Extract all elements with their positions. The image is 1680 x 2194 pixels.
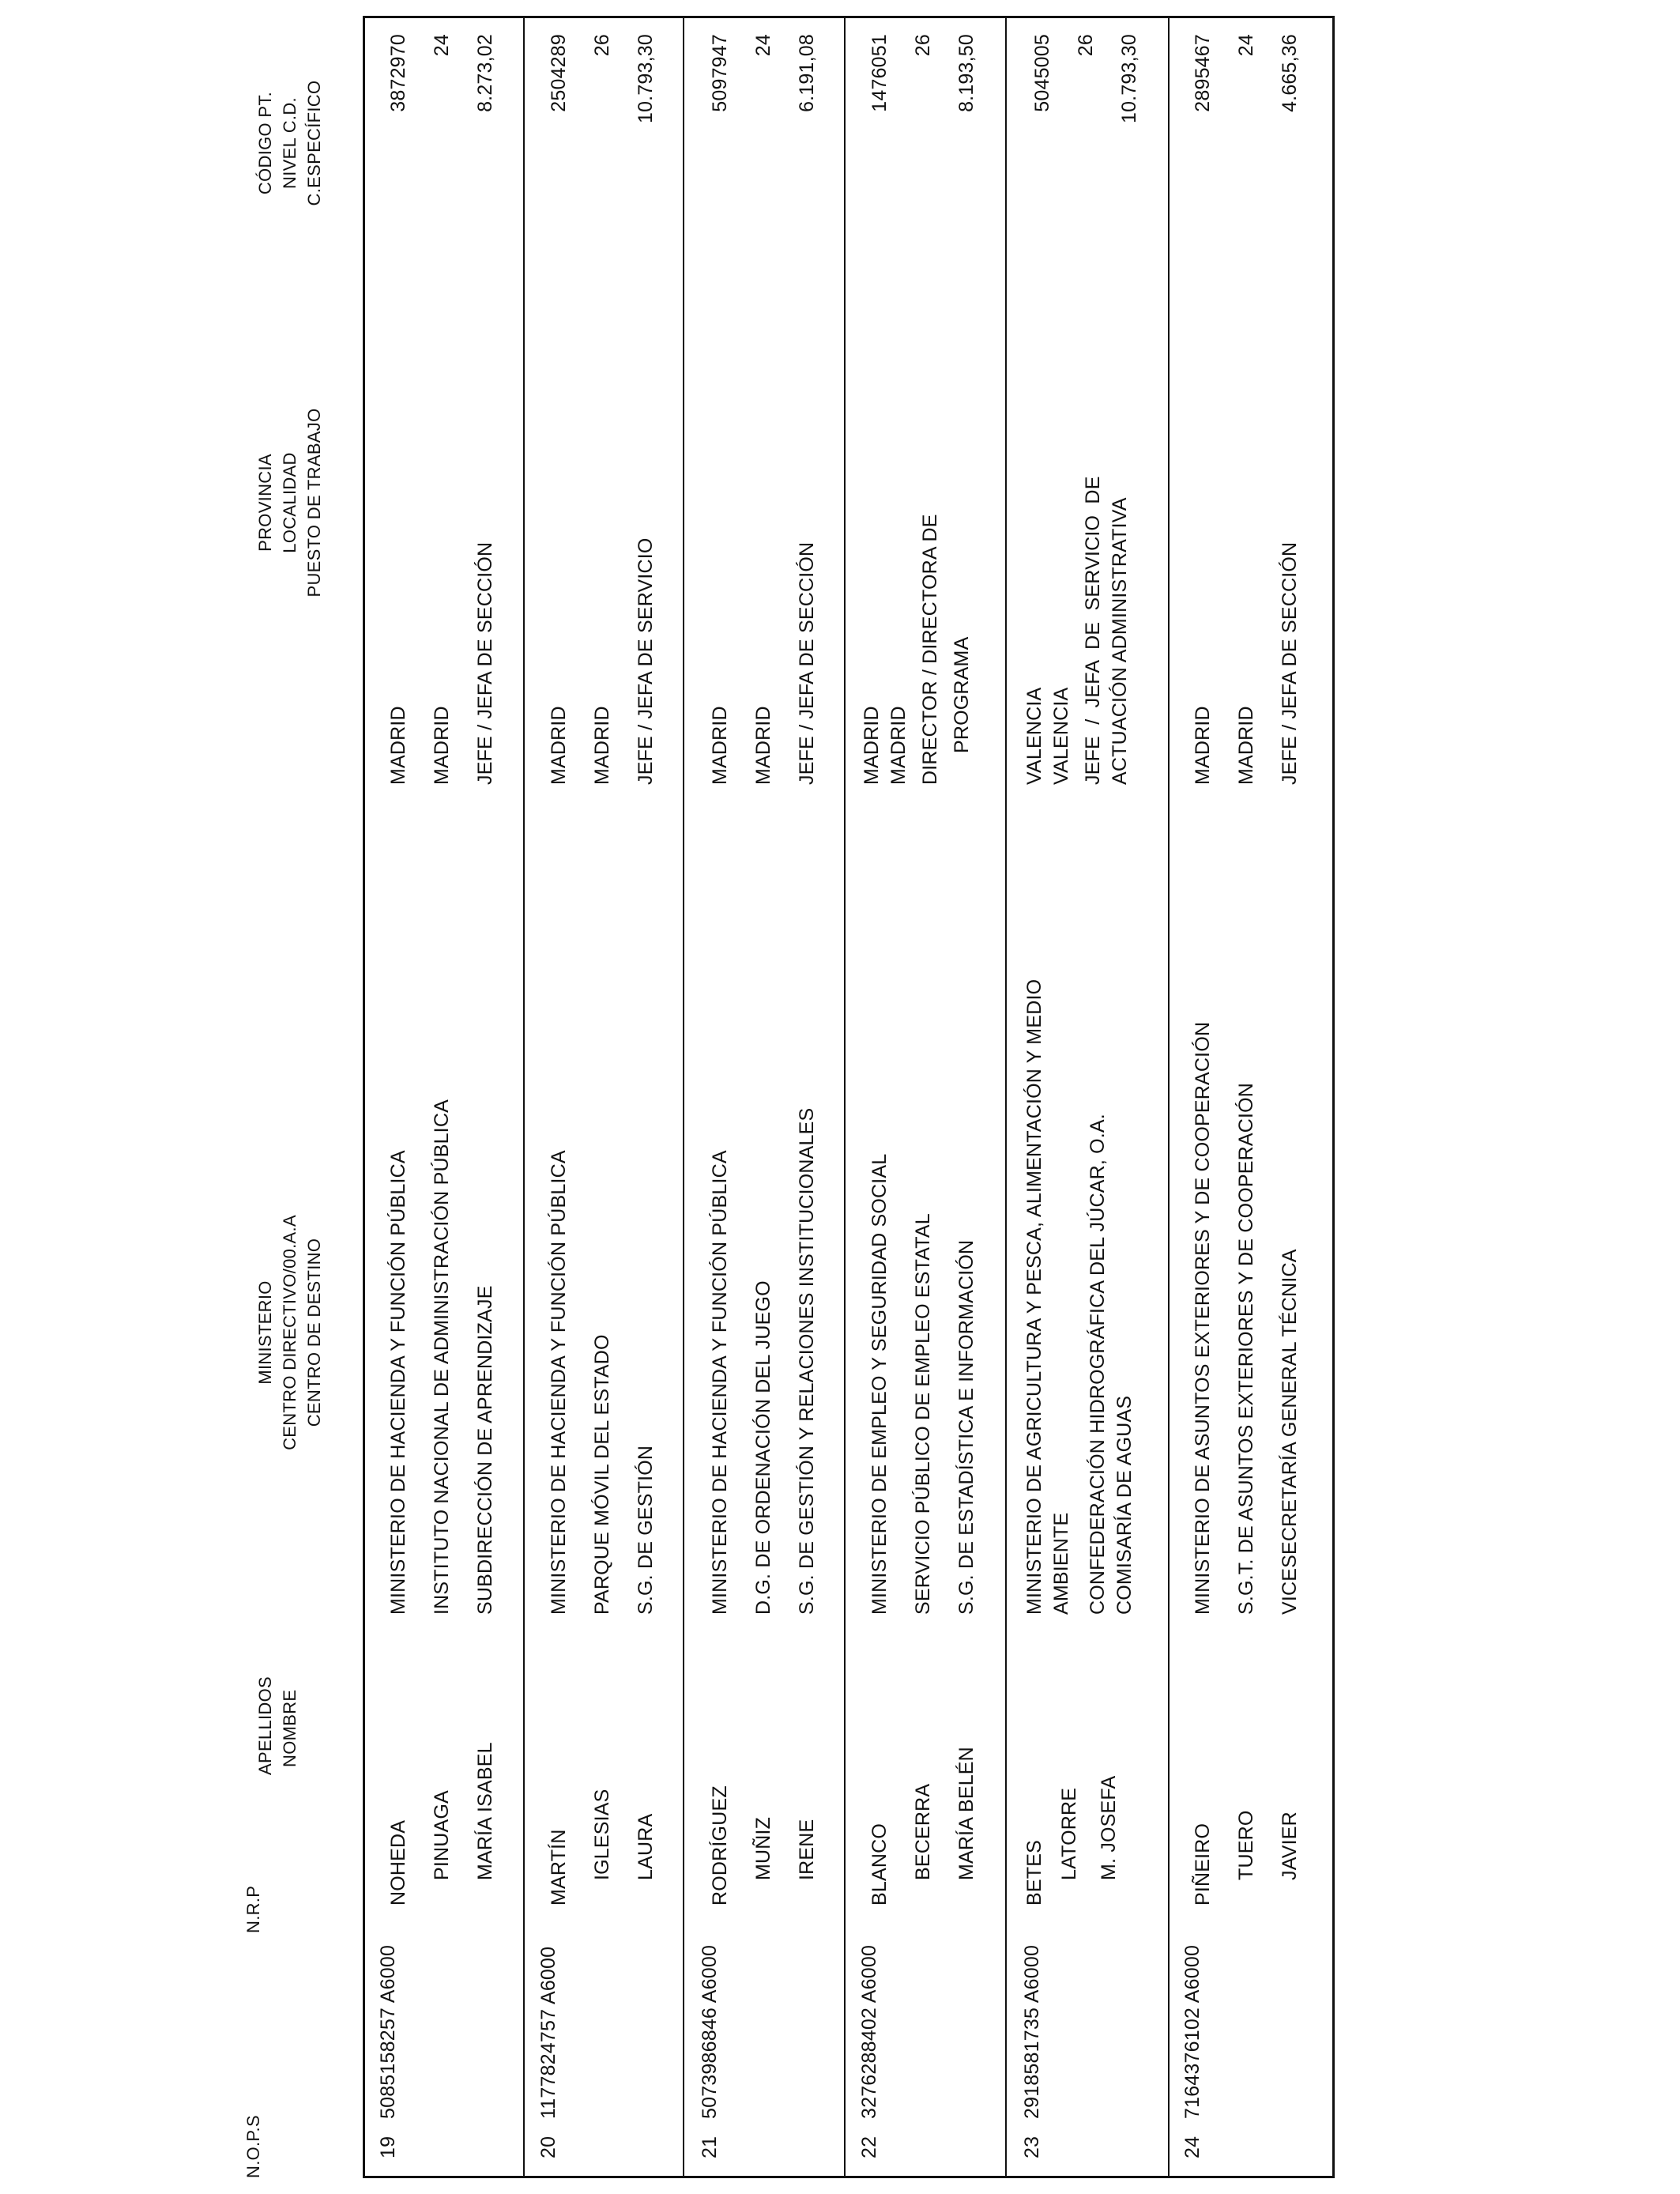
nivel: 26 [591, 34, 613, 57]
row-divider [844, 18, 846, 2176]
header-provincia-label: PROVINCIA [255, 454, 275, 552]
apellido2: BECERRA [912, 1783, 934, 1880]
provincia: MADRID [1192, 706, 1214, 785]
apellidos-cell [537, 1789, 668, 1906]
nivel: 24 [752, 34, 774, 57]
apellido1: BLANCO [868, 1823, 891, 1906]
centro-directivo: D.G. DE ORDENACIÓN DEL JUEGO [752, 1280, 774, 1615]
header-centro-directivo-label: CENTRO DIRECTIVO/00.A.A [280, 1215, 299, 1450]
ministerio-cell [1181, 1022, 1312, 1615]
apellidos-cell [699, 1785, 829, 1906]
nivel: 26 [1075, 34, 1097, 57]
codigo-cell [1181, 34, 1312, 224]
apellido1: RODRÍGUEZ [709, 1785, 731, 1906]
nivel: 24 [431, 34, 453, 57]
provincia: MADRID [861, 706, 883, 785]
nombre: M. JOSEFA [1098, 1775, 1120, 1880]
centro-directivo: SERVICIO PÚBLICO DE EMPLEO ESTATAL [912, 1213, 934, 1615]
localidad: MADRID [752, 706, 774, 785]
codigo: 1476051 [868, 34, 891, 112]
nombre: IRENE [796, 1819, 818, 1880]
ministerio-cell [858, 1154, 989, 1615]
header-nivel-label: NIVEL C.D. [280, 97, 299, 189]
provincia-cell [1021, 476, 1133, 785]
nombre: MARÍA ISABEL [474, 1742, 496, 1880]
row-divider [1168, 18, 1170, 2176]
apellidos-cell [1181, 1811, 1312, 1906]
puesto-line1: JEFE / JEFA DE SERVICIO DE [1082, 476, 1104, 785]
apellido1: PIÑEIRO [1192, 1823, 1214, 1906]
header-nombre-label: NOMBRE [280, 1689, 299, 1767]
codigo-cell [699, 34, 829, 224]
header-nrp-label: N.R.P [243, 1885, 263, 1933]
header-provincia [253, 384, 326, 621]
codigo: 3872970 [387, 34, 409, 112]
codigo: 2504289 [548, 34, 570, 112]
centro-destino: S.G. DE ESTADÍSTICA E INFORMACIÓN [955, 1239, 977, 1615]
header-apellidos [253, 1676, 302, 1775]
header-puesto-label: PUESTO DE TRABAJO [304, 408, 324, 598]
especifico: 10.793,30 [635, 34, 657, 124]
nrp-cell: 1177824757 A6000 [537, 1946, 559, 2119]
nops-cell: 21 [699, 2136, 721, 2158]
ministerio: MINISTERIO DE EMPLEO Y SEGURIDAD SOCIAL [868, 1153, 891, 1615]
centro-directivo: S.G.T. DE ASUNTOS EXTERIORES Y DE COOPERACIÓN [1235, 1082, 1257, 1615]
header-codigo-label: CÓDIGO PT. [255, 91, 275, 195]
codigo-cell [858, 34, 989, 224]
header-nops-label: N.O.P.S [243, 2115, 263, 2178]
nombre: LAURA [635, 1813, 657, 1880]
codigo-cell [537, 34, 668, 224]
apellido2: IGLESIAS [591, 1789, 613, 1880]
provincia: MADRID [387, 706, 409, 785]
table-row [1181, 18, 1339, 2176]
nrp-cell: 5073986846 A6000 [699, 1944, 721, 2119]
nrp-cell: 3276288402 A6000 [858, 1944, 880, 2119]
nops-cell: 19 [377, 2136, 399, 2158]
centro-destino: VICESECRETARÍA GENERAL TÉCNICA [1279, 1249, 1301, 1615]
nrp-cell: 7164376102 A6000 [1181, 1944, 1203, 2119]
codigo-cell [1021, 34, 1151, 224]
centro-destino: S.G. DE GESTIÓN Y RELACIONES INSTITUCIONALES [796, 1107, 818, 1615]
ministerio: MINISTERIO DE HACIENDA Y FUNCIÓN PÚBLICA [709, 1150, 731, 1615]
nivel: 26 [912, 34, 934, 57]
nops-cell: 20 [537, 2136, 559, 2158]
localidad: MADRID [591, 706, 613, 785]
apellido1: NOHEDA [387, 1819, 409, 1906]
especifico: 8.193,50 [955, 34, 977, 112]
provincia: MADRID [548, 706, 570, 785]
apellido1: MARTÍN [548, 1829, 570, 1906]
table-row [858, 18, 1016, 2176]
localidad: MADRID [1235, 706, 1257, 785]
header-nops [241, 2115, 266, 2178]
centro-directivo: PARQUE MÓVIL DEL ESTADO [591, 1334, 613, 1615]
centro-destino: S.G. DE GESTIÓN [635, 1445, 657, 1615]
ministerio-cell [377, 1099, 507, 1615]
codigo: 5097947 [709, 34, 731, 112]
ministerio-line2: AMBIENTE [1050, 1512, 1072, 1615]
nrp-cell: 5085158257 A6000 [377, 1944, 399, 2119]
apellidos-cell [1021, 1776, 1122, 1906]
codigo: 2895467 [1192, 34, 1214, 112]
centro-directivo: CONFEDERACIÓN HIDROGRÁFICA DEL JÚCAR, O.A. [1087, 1114, 1109, 1615]
header-ministerio-label: MINISTERIO [255, 1280, 275, 1385]
ministerio-cell [699, 1108, 829, 1615]
provincia-cell [537, 537, 668, 785]
localidad: MADRID [431, 706, 453, 785]
centro-directivo: INSTITUTO NACIONAL DE ADMINISTRACIÓN PÚBLICA [431, 1099, 453, 1615]
apellido1: BETES [1023, 1840, 1045, 1906]
nops-cell: 23 [1021, 2136, 1043, 2158]
nrp-cell: 2918581735 A6000 [1021, 1944, 1043, 2119]
provincia-cell [1181, 542, 1312, 785]
ministerio-cell [1021, 979, 1138, 1615]
nombre: MARÍA BELÉN [955, 1747, 977, 1880]
row-divider [523, 18, 525, 2176]
ministerio-cell [537, 1150, 668, 1615]
especifico: 8.273,02 [474, 34, 496, 112]
puesto: JEFE / JEFA DE SECCIÓN [796, 541, 818, 785]
nombre: JAVIER [1279, 1811, 1301, 1880]
provincia-cell [377, 542, 507, 785]
header-ministerio [253, 1127, 326, 1538]
table-row [1021, 18, 1179, 2176]
puesto-line2: PROGRAMA [951, 636, 973, 753]
apellidos-cell [858, 1747, 989, 1906]
table-row [537, 18, 695, 2176]
header-localidad-label: LOCALIDAD [280, 452, 299, 553]
provincia: VALENCIA [1023, 687, 1045, 785]
especifico: 6.191,08 [796, 34, 818, 112]
header-codigo [253, 48, 326, 238]
row-divider [1005, 18, 1007, 2176]
table-row [699, 18, 857, 2176]
puesto: JEFE / JEFA DE SECCIÓN [1279, 541, 1301, 785]
ministerio: MINISTERIO DE HACIENDA Y FUNCIÓN PÚBLICA [548, 1150, 570, 1615]
especifico: 10.793,30 [1118, 34, 1140, 124]
ministerio: MINISTERIO DE ASUNTOS EXTERIORES Y DE COOPERACIÓN [1192, 1021, 1214, 1615]
header-centro-destino-label: CENTRO DE DESTINO [304, 1238, 324, 1427]
apellido2: LATORRE [1058, 1787, 1080, 1880]
nops-cell: 22 [858, 2136, 880, 2158]
centro-destino: COMISARÍA DE AGUAS [1113, 1395, 1136, 1615]
codigo: 5045005 [1031, 34, 1053, 112]
puesto: JEFE / JEFA DE SECCIÓN [474, 541, 496, 785]
provincia-cell [858, 514, 975, 785]
table-row [377, 18, 535, 2176]
provincia-cell [699, 542, 829, 785]
apellido2: TUERO [1235, 1810, 1257, 1880]
header-apellidos-label: APELLIDOS [255, 1676, 275, 1775]
apellido2: MUÑIZ [752, 1816, 774, 1880]
data-table [363, 16, 1335, 2178]
especifico: 4.665,36 [1279, 34, 1301, 112]
ministerio-line1: MINISTERIO DE AGRICULTURA Y PESCA, ALIMENTACIÓN Y MEDIO [1023, 978, 1045, 1615]
codigo-cell [377, 34, 507, 224]
header-especifico-label: C.ESPECÍFICO [304, 80, 324, 206]
centro-destino: SUBDIRECCIÓN DE APRENDIZAJE [474, 1285, 496, 1615]
localidad: MADRID [887, 706, 910, 785]
ministerio: MINISTERIO DE HACIENDA Y FUNCIÓN PÚBLICA [387, 1150, 409, 1615]
puesto-line2: ACTUACIÓN ADMINISTRATIVA [1109, 497, 1131, 785]
header-nrp [241, 1886, 266, 1933]
nivel: 24 [1235, 34, 1257, 57]
nops-cell: 24 [1181, 2136, 1203, 2158]
apellido2: PINUAGA [431, 1790, 453, 1880]
provincia: MADRID [709, 706, 731, 785]
puesto: JEFE / JEFA DE SERVICIO [635, 537, 657, 785]
localidad: VALENCIA [1050, 687, 1072, 785]
row-divider [683, 18, 684, 2176]
puesto-line1: DIRECTOR / DIRECTORA DE [919, 514, 941, 785]
apellidos-cell [377, 1742, 507, 1906]
